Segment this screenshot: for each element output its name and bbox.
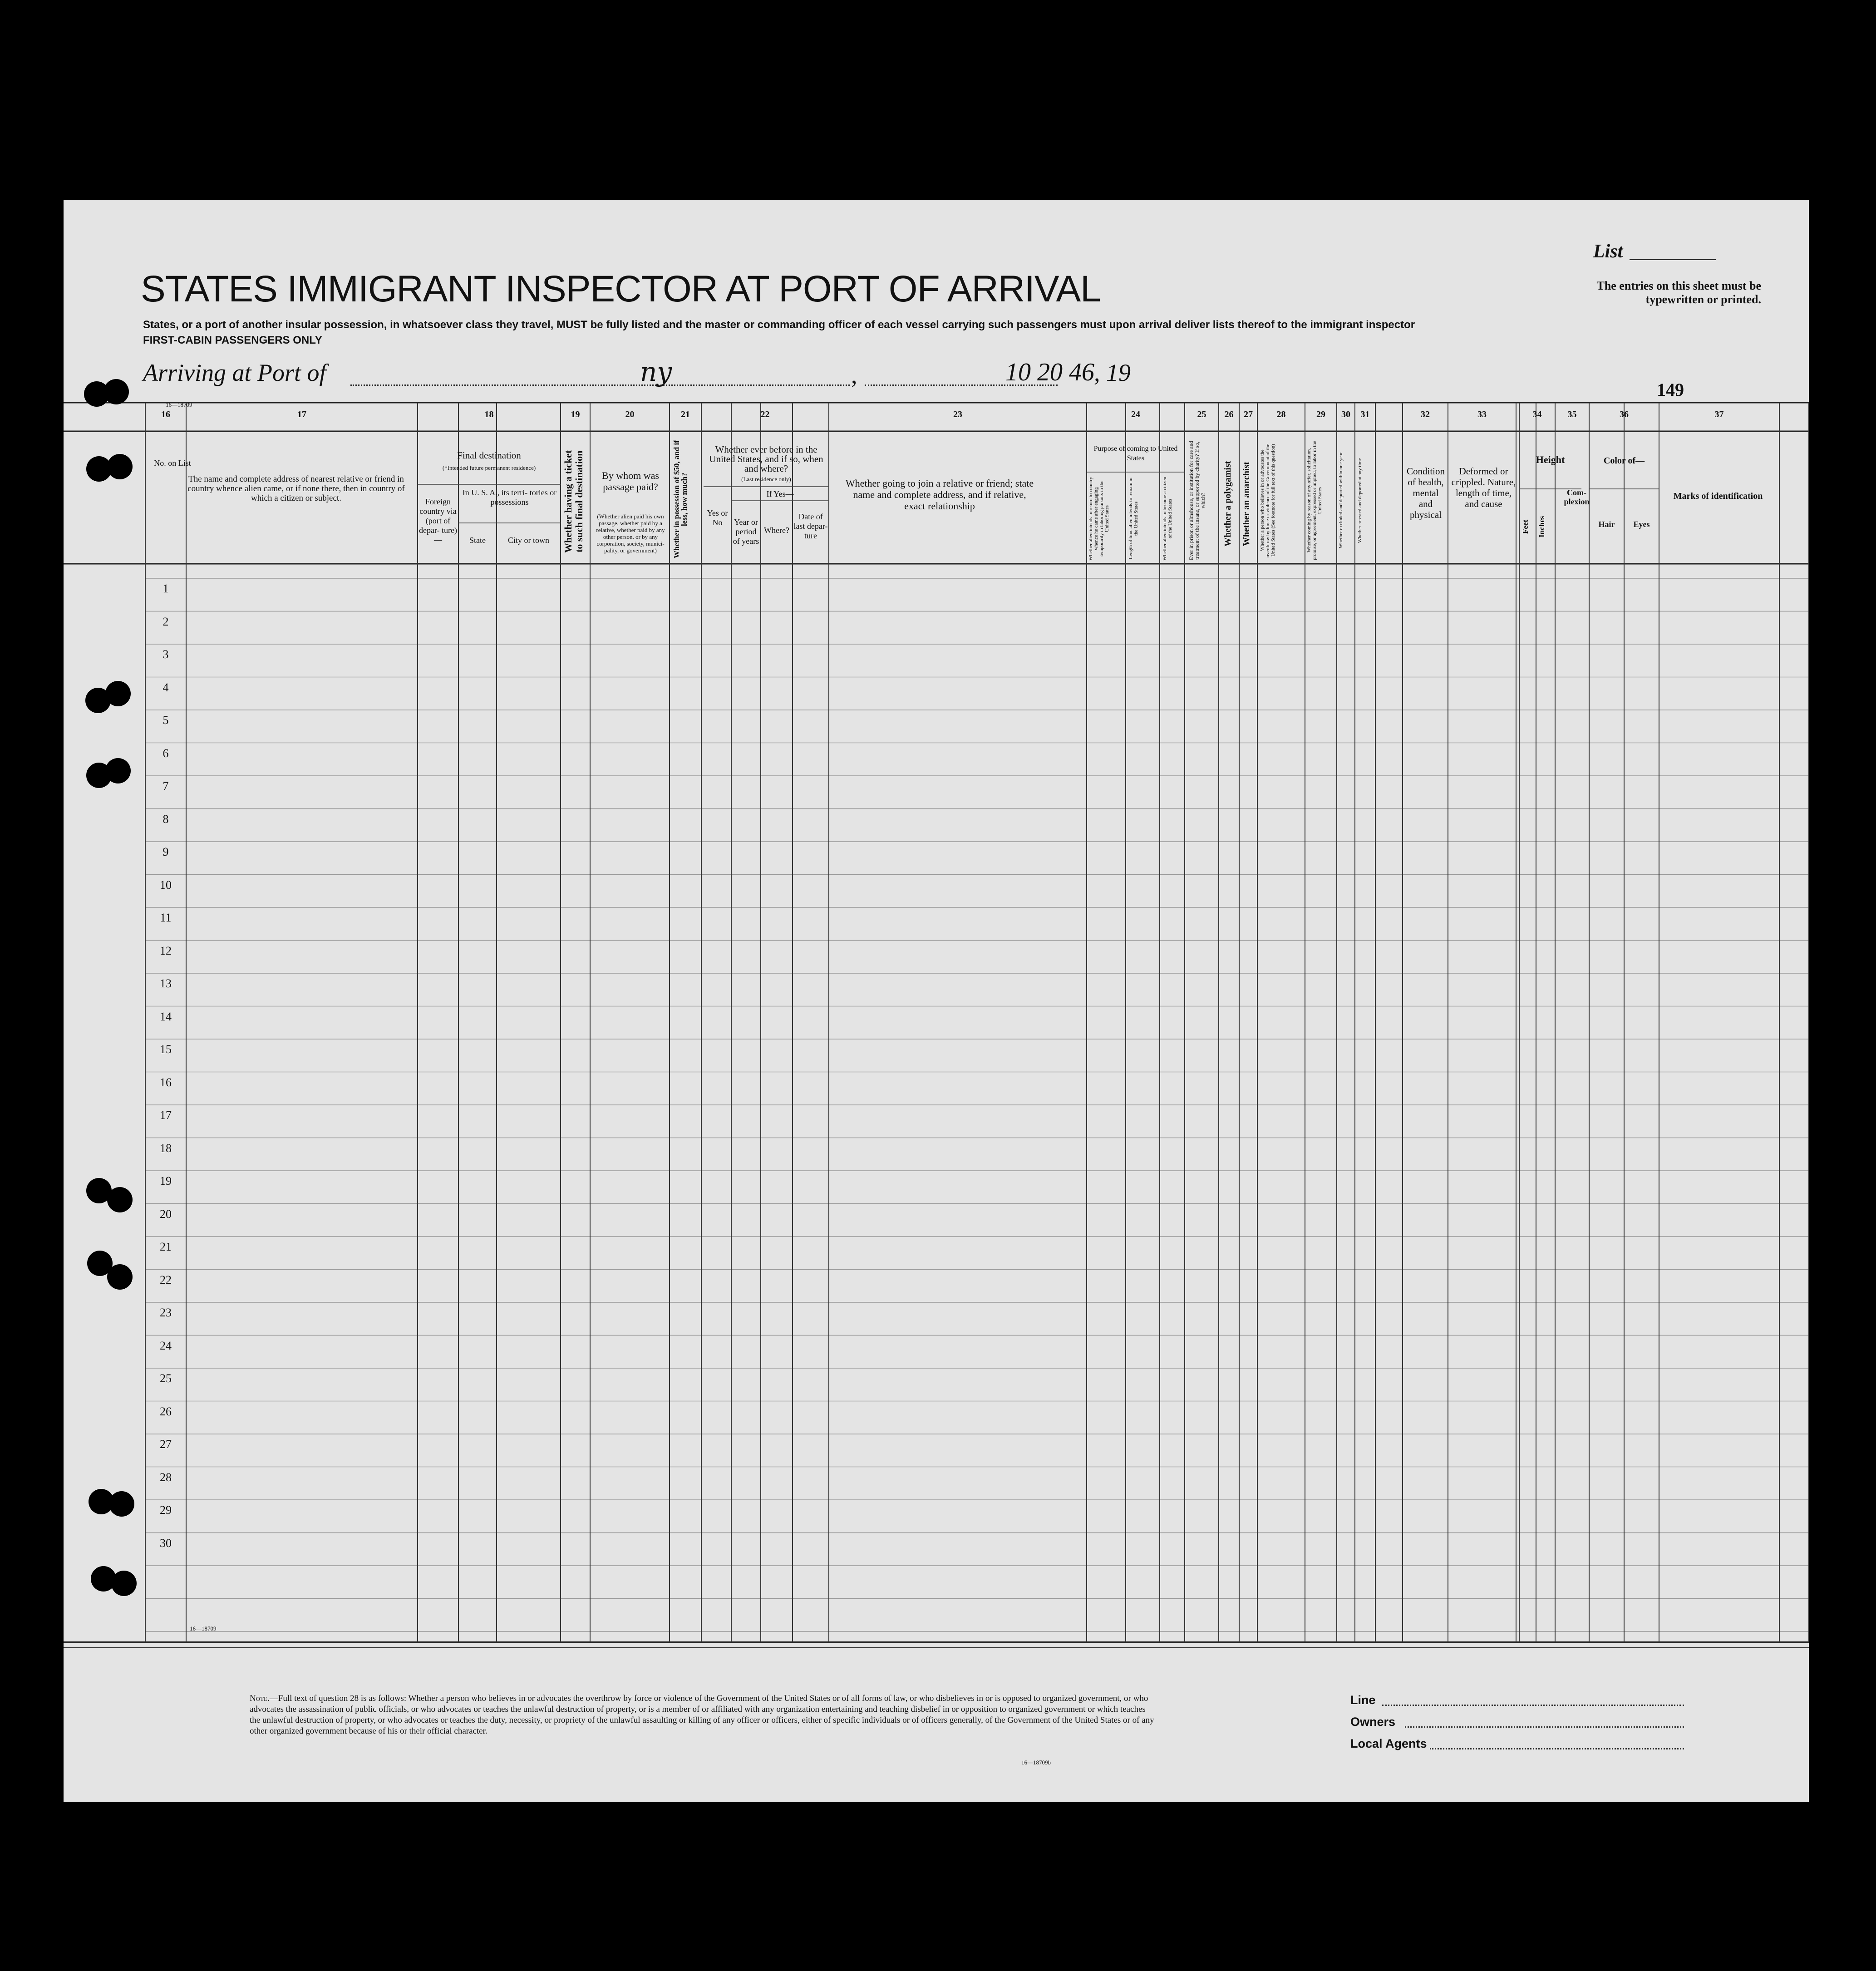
header-yes-no: Yes or No xyxy=(707,508,728,527)
column-number-28: 28 xyxy=(1276,409,1286,419)
column-number-26: 26 xyxy=(1224,409,1234,419)
port-value: ny xyxy=(640,356,672,387)
page-title: STATES IMMIGRANT INSPECTOR AT PORT OF ARRIVAL xyxy=(141,268,1101,310)
owners-label: Owners xyxy=(1350,1715,1396,1729)
sheet-number: 149 xyxy=(1657,379,1684,400)
header-prison: Ever in prison or almshouse, or institution for care and treatment of the insane, or supported by charity? If so, which? xyxy=(1188,441,1206,560)
column-number-25: 25 xyxy=(1197,409,1206,419)
header-ticket: Whether having a ticket to such final destination xyxy=(562,450,585,553)
punch-hole xyxy=(107,1187,133,1212)
row-number: 26 xyxy=(160,1404,172,1418)
column-number-30: 30 xyxy=(1341,409,1350,419)
header-purpose: Purpose of coming to United States xyxy=(1093,445,1178,462)
header-color: Color of— xyxy=(1603,456,1645,466)
header-overthrow: Whether a person who believes in or advocates the overthrow by force or violence of the Government of the United States (See footnote for full text of this question) xyxy=(1260,443,1276,557)
header-usa: In U. S. A., its terri- tories or possessions xyxy=(462,488,557,507)
header-deformed: Deformed or crippled. Nature, length of time, and cause xyxy=(1451,466,1516,509)
header-purpose-citizen: Whether alien intends to become a citizen of the United States xyxy=(1162,477,1173,561)
row-number: 19 xyxy=(160,1174,172,1188)
punch-hole xyxy=(107,454,133,479)
header-health: Condition of health, mental and physical xyxy=(1406,466,1445,520)
row-number: 9 xyxy=(162,845,169,858)
punch-hole xyxy=(111,1571,137,1596)
row-number: 8 xyxy=(162,812,169,826)
column-number-31: 31 xyxy=(1360,409,1370,419)
header-relative-address: The name and complete address of nearest relative or friend in country whence alien came, or if none there, then in country of which a citizen or subject. xyxy=(187,474,405,503)
column-number-36: 36 xyxy=(1620,409,1629,419)
date-value: 10 20 46 xyxy=(1005,358,1094,386)
header-arrested: Whether arrested and deported at any time xyxy=(1357,458,1363,543)
footnote-body: —Full text of question 28 is as follows: Whether a person who believes in or advocates the overthrow by force or violence of the Government of the United States or of all forms of law, or who disbelieves in or is opposed to organized government, or who advocates the assassination of public officials, or who advocates or teaches the unlawful destruction of property, or is a member of or affiliated with any organization entertaining and teaching disbelief in or opposition to organized government or which teaches the unlawful destruction of property, or who advocates or teaches the duty, necessity, or propriety of the unlawful assaulting or killing of any officer or officers, either of specific individuals or of officers generally, of the Government of the United States or of any other organized government because of his or their official character. xyxy=(250,1694,1154,1736)
column-number-33: 33 xyxy=(1477,409,1487,419)
column-number-17: 17 xyxy=(297,409,306,419)
row-number: 2 xyxy=(162,615,169,628)
row-number: 22 xyxy=(160,1273,172,1286)
row-number: 5 xyxy=(162,714,169,727)
owners-field[interactable] xyxy=(1405,1726,1684,1728)
row-number: 27 xyxy=(160,1438,172,1451)
header-where: Where? xyxy=(764,526,789,535)
header-eyes: Eyes xyxy=(1633,520,1650,529)
row-number: 6 xyxy=(162,746,169,760)
manifest-sheet xyxy=(64,200,1809,1802)
punch-hole xyxy=(103,379,129,404)
header-city: City or town xyxy=(507,536,549,545)
column-number-37: 37 xyxy=(1714,409,1724,419)
row-number: 18 xyxy=(160,1141,172,1155)
header-purpose-length: Length of time alien intends to remain in the United States xyxy=(1128,478,1139,560)
row-number: 30 xyxy=(160,1536,172,1550)
subtitle-class: FIRST-CABIN PASSENGERS ONLY xyxy=(143,334,322,346)
form-code: 16—18709 xyxy=(166,401,192,408)
header-complexion: Com- plexion xyxy=(1564,488,1590,506)
column-number-16: 16 xyxy=(161,409,170,419)
header-height: Height xyxy=(1536,454,1565,465)
year-label: , 19 xyxy=(1094,359,1131,386)
header-final-destination-note: (*Intended future permanent residence) xyxy=(442,464,536,471)
header-possession-50: Whether in possession of $50, and if less, how much? xyxy=(672,440,689,558)
row-number: 20 xyxy=(160,1207,172,1221)
punch-hole xyxy=(107,1264,133,1290)
column-number-22: 22 xyxy=(760,409,770,419)
header-ever-before-us: Whether ever before in the United States, and if so, when and where? xyxy=(709,444,823,474)
header-polygamist: Whether a polygamist xyxy=(1223,461,1233,547)
header-hair: Hair xyxy=(1598,520,1615,529)
row-number: 12 xyxy=(160,944,172,957)
entries-note: The entries on this sheet must be typewritten or printed. xyxy=(1596,279,1761,306)
column-number-34: 34 xyxy=(1532,409,1542,419)
header-no-on-list: No. on List xyxy=(154,458,191,468)
header-contract-labor: Whether coming by reason of any offer, solicitation, promise, or agreement, expressed or implied, to labor in the United States xyxy=(1306,441,1323,560)
list-label: List xyxy=(1593,241,1623,262)
row-number: 7 xyxy=(162,779,169,793)
row-number: 17 xyxy=(160,1109,172,1122)
column-number-27: 27 xyxy=(1244,409,1253,419)
subtitle-instructions: States, or a port of another insular possession, in whatsoever class they travel, MUST be fully listed and the master or commanding officer of each vessel carrying such passengers must upon arrival deliver lists thereof to the immigrant inspector xyxy=(143,319,1415,331)
row-number: 24 xyxy=(160,1339,172,1352)
column-number-29: 29 xyxy=(1316,409,1325,419)
row-number: 13 xyxy=(160,977,172,990)
row-number: 10 xyxy=(160,878,172,892)
row-number: 1 xyxy=(162,582,169,595)
form-code-note: 16—18709b xyxy=(1021,1759,1051,1766)
header-if-yes: If Yes— xyxy=(766,489,794,498)
row-number: 3 xyxy=(162,648,169,661)
row-number: 11 xyxy=(160,911,172,924)
table-grid xyxy=(64,200,1809,1802)
footnote-lead: Note. xyxy=(250,1694,270,1703)
column-number-23: 23 xyxy=(953,409,962,419)
header-passage-paid: By whom was passage paid? xyxy=(602,470,659,493)
form-code-bottom: 16—18709 xyxy=(190,1625,217,1632)
column-number-18: 18 xyxy=(484,409,494,419)
footnote xyxy=(250,1693,1157,1737)
column-number-35: 35 xyxy=(1567,409,1577,419)
row-number: 14 xyxy=(160,1010,172,1023)
header-feet: Feet xyxy=(1521,519,1530,534)
row-number: 29 xyxy=(160,1503,172,1517)
header-going-to-join: Whether going to join a relative or friend; state name and complete address, and if relative, exact relationship xyxy=(845,478,1034,512)
agents-field[interactable] xyxy=(1430,1748,1684,1749)
column-number-24: 24 xyxy=(1131,409,1140,419)
header-last-residence: (Last residence only) xyxy=(741,476,791,483)
header-passage-paid-note: (Whether alien paid his own passage, whether paid by a relative, whether paid by any other person, or by any corporation, society, munici- pality, or government) xyxy=(596,513,665,554)
agents-label: Local Agents xyxy=(1350,1737,1427,1750)
column-number-21: 21 xyxy=(681,409,690,419)
row-number: 28 xyxy=(160,1470,172,1484)
punch-hole xyxy=(105,681,131,706)
row-number: 15 xyxy=(160,1043,172,1056)
comma-separator: , xyxy=(851,361,857,389)
column-number-32: 32 xyxy=(1421,409,1430,419)
row-number: 16 xyxy=(160,1075,172,1089)
header-years: Year or period of years xyxy=(733,517,759,546)
row-number: 23 xyxy=(160,1306,172,1319)
header-state: State xyxy=(469,536,486,545)
header-date-departure: Date of last depar- ture xyxy=(793,512,828,540)
header-purpose-return: Whether alien intends to return to country whence he came after engaging temporarily in laboring pursuits in the United States xyxy=(1088,477,1110,561)
header-marks: Marks of identification xyxy=(1673,491,1763,501)
header-excluded: Whether excluded and deported within one year xyxy=(1338,452,1344,549)
header-final-destination: Final destination xyxy=(457,450,521,461)
row-number: 4 xyxy=(162,680,169,694)
header-foreign-country: Foreign country via (port of depar- ture)— xyxy=(419,497,458,544)
header-inches: Inches xyxy=(1537,516,1546,537)
line-label: Line xyxy=(1350,1693,1376,1707)
column-number-20: 20 xyxy=(625,409,635,419)
row-number: 25 xyxy=(160,1372,172,1385)
header-anarchist: Whether an anarchist xyxy=(1241,462,1251,546)
row-number: 21 xyxy=(160,1240,172,1253)
column-number-19: 19 xyxy=(571,409,580,419)
punch-hole xyxy=(105,758,131,783)
arriving-label: Arriving at Port of xyxy=(143,359,326,386)
punch-hole xyxy=(109,1491,134,1517)
line-field[interactable] xyxy=(1382,1705,1684,1706)
